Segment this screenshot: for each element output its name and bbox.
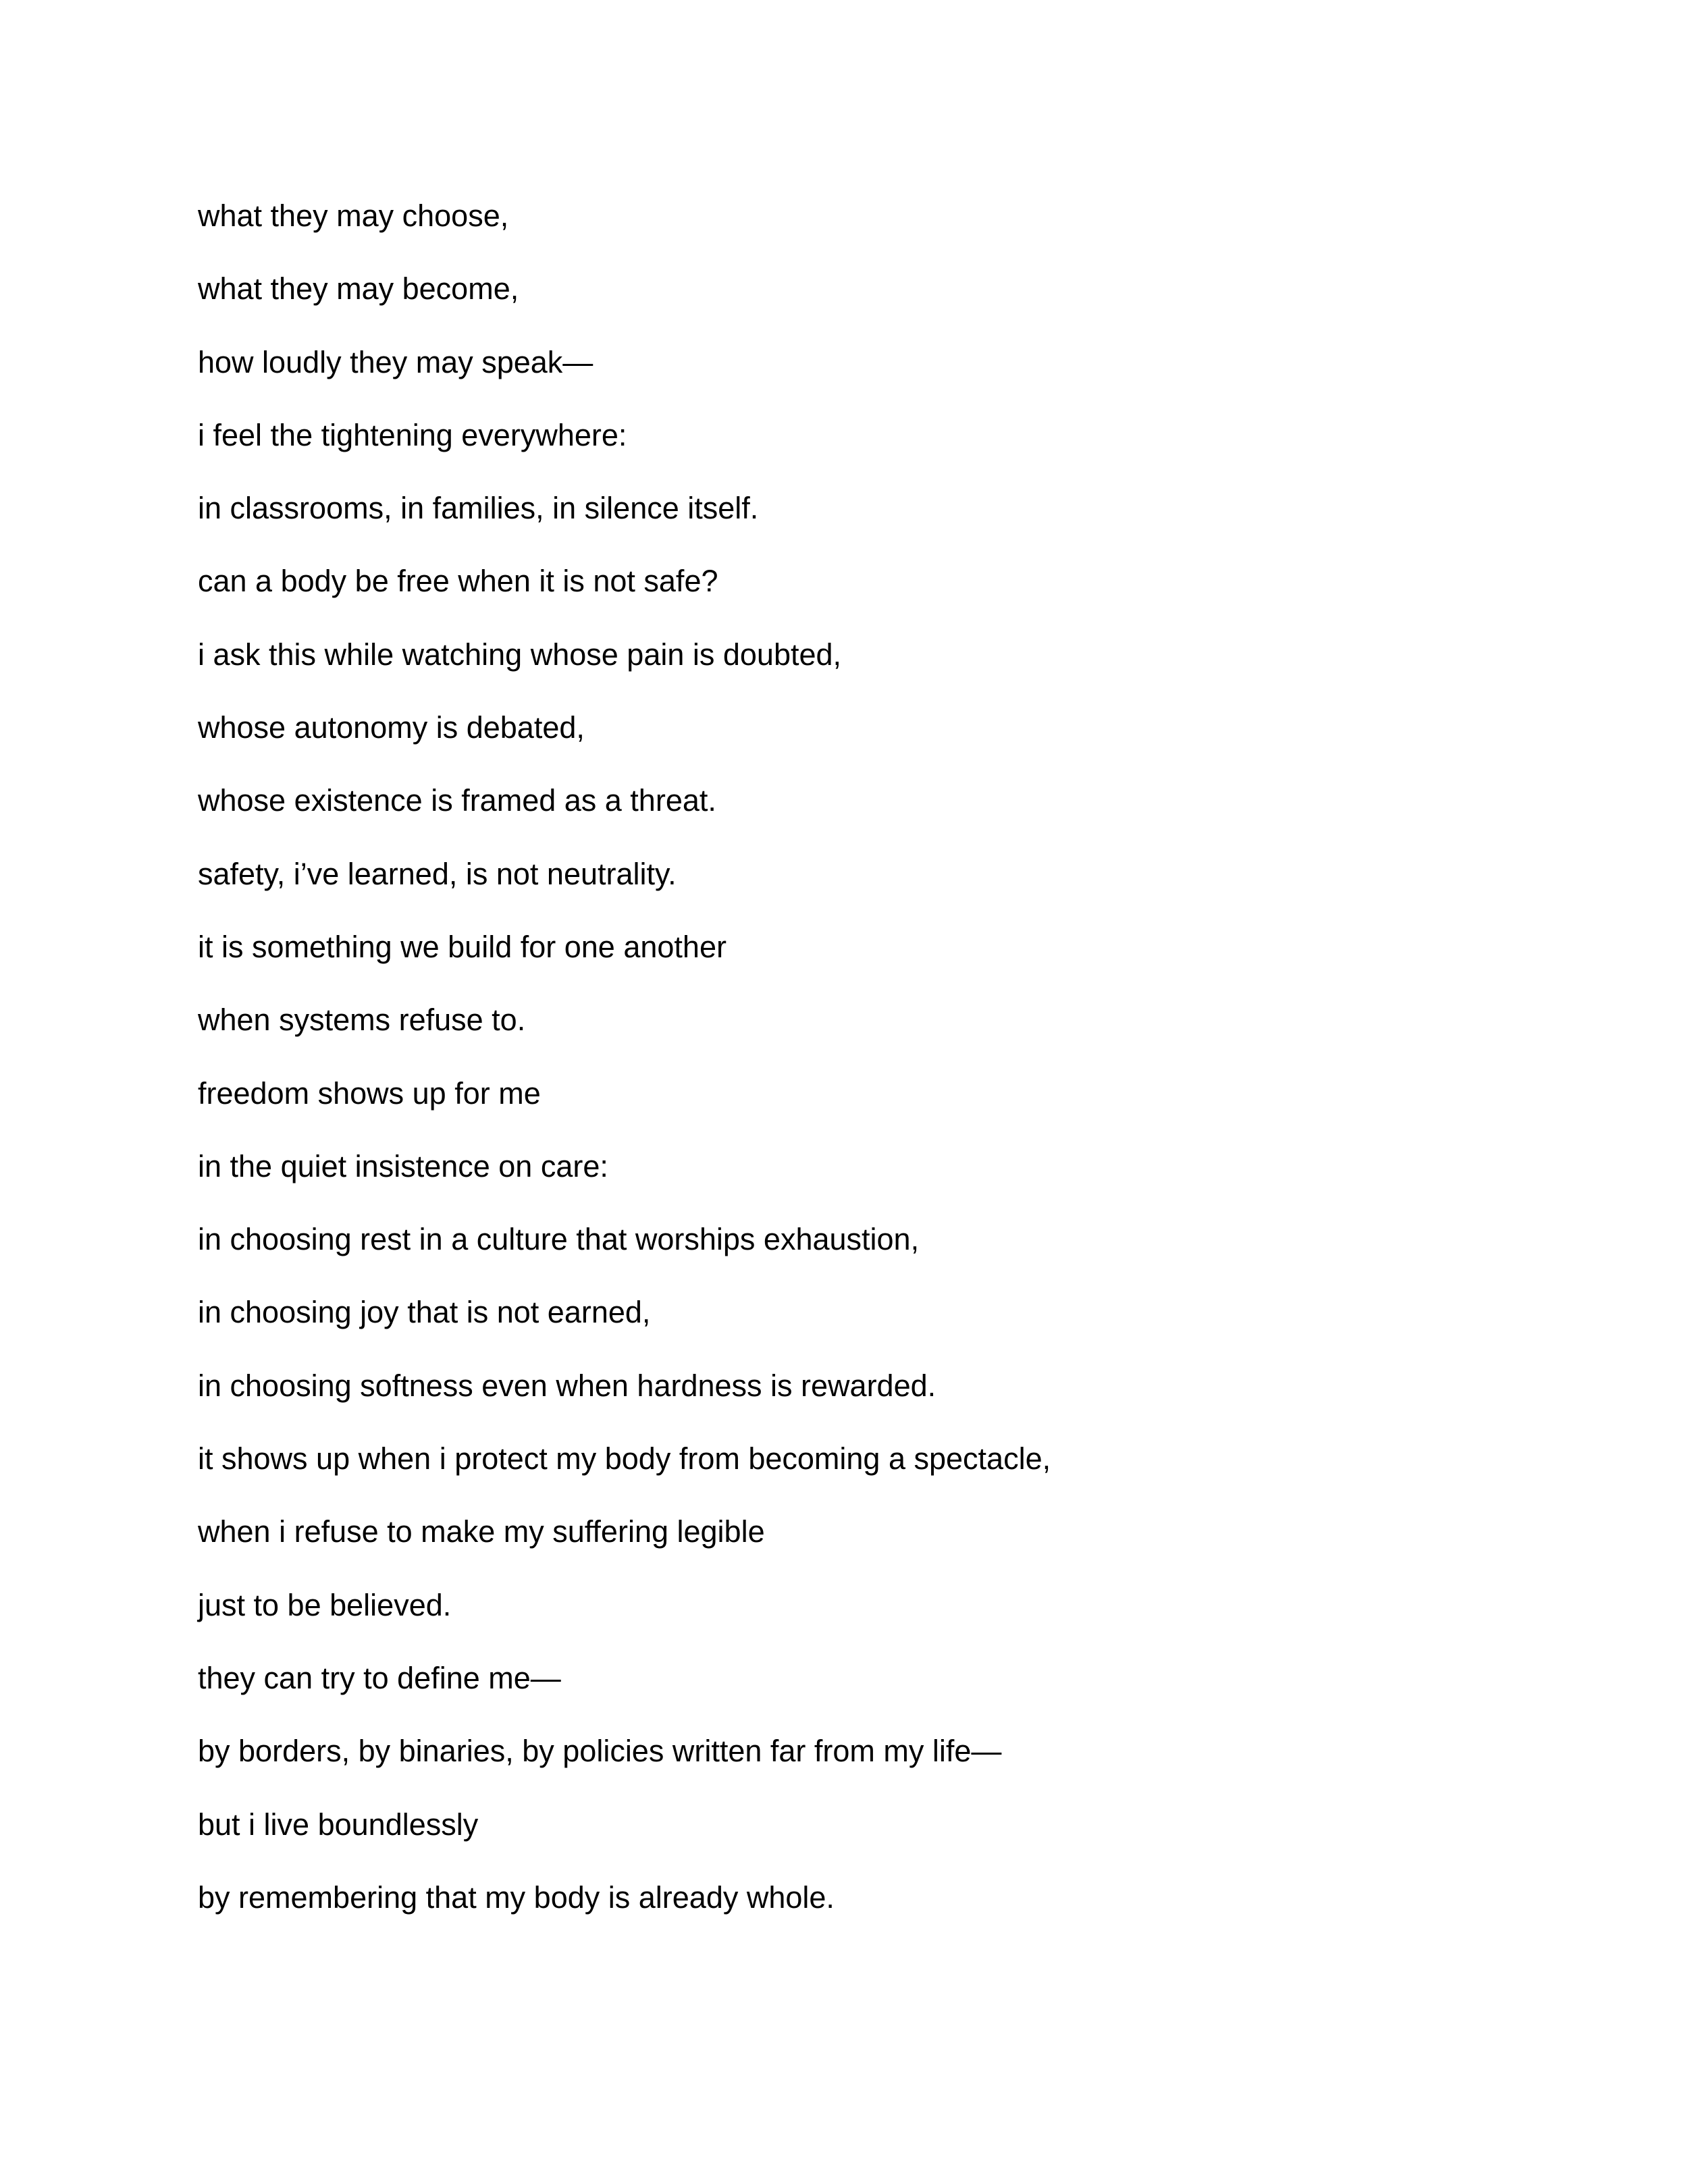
poem-line: but i live boundlessly	[198, 1807, 479, 1842]
poem-line: in choosing softness even when hardness is rewarded.	[198, 1368, 937, 1403]
poem-line: just to be believed.	[198, 1587, 452, 1622]
poem-line: how loudly they may speak—	[198, 344, 594, 379]
poem-line: they can try to define me—	[198, 1660, 561, 1695]
poem-line: in choosing rest in a culture that worships exhaustion,	[198, 1222, 920, 1257]
poem-line: can a body be free when it is not safe?	[198, 564, 718, 599]
poem-line: whose existence is framed as a threat.	[198, 783, 716, 818]
poem-line: it is something we build for one another	[198, 929, 727, 964]
poem-line: safety, i’ve learned, is not neutrality.	[198, 856, 677, 891]
poem-line: freedom shows up for me	[198, 1075, 541, 1111]
poem-line: when systems refuse to.	[198, 1003, 526, 1038]
poem-line: whose autonomy is debated,	[198, 710, 585, 745]
poem-line: when i refuse to make my suffering legible	[198, 1514, 765, 1549]
poem-line: by borders, by binaries, by policies written far from my life—	[198, 1734, 1002, 1769]
poem-line: it shows up when i protect my body from becoming a spectacle,	[198, 1441, 1051, 1476]
poem-line: what they may choose,	[198, 198, 509, 233]
poem-line: in classrooms, in families, in silence itself.	[198, 491, 759, 526]
poem-line: i ask this while watching whose pain is doubted,	[198, 637, 842, 672]
poem-line: by remembering that my body is already whole.	[198, 1880, 835, 1915]
poem-line: what they may become,	[198, 271, 519, 307]
poem-line: i feel the tightening everywhere:	[198, 417, 627, 452]
poem-line: in the quiet insistence on care:	[198, 1148, 608, 1183]
poem-body	[198, 192, 1548, 1947]
poem-line: in choosing joy that is not earned,	[198, 1295, 651, 1330]
